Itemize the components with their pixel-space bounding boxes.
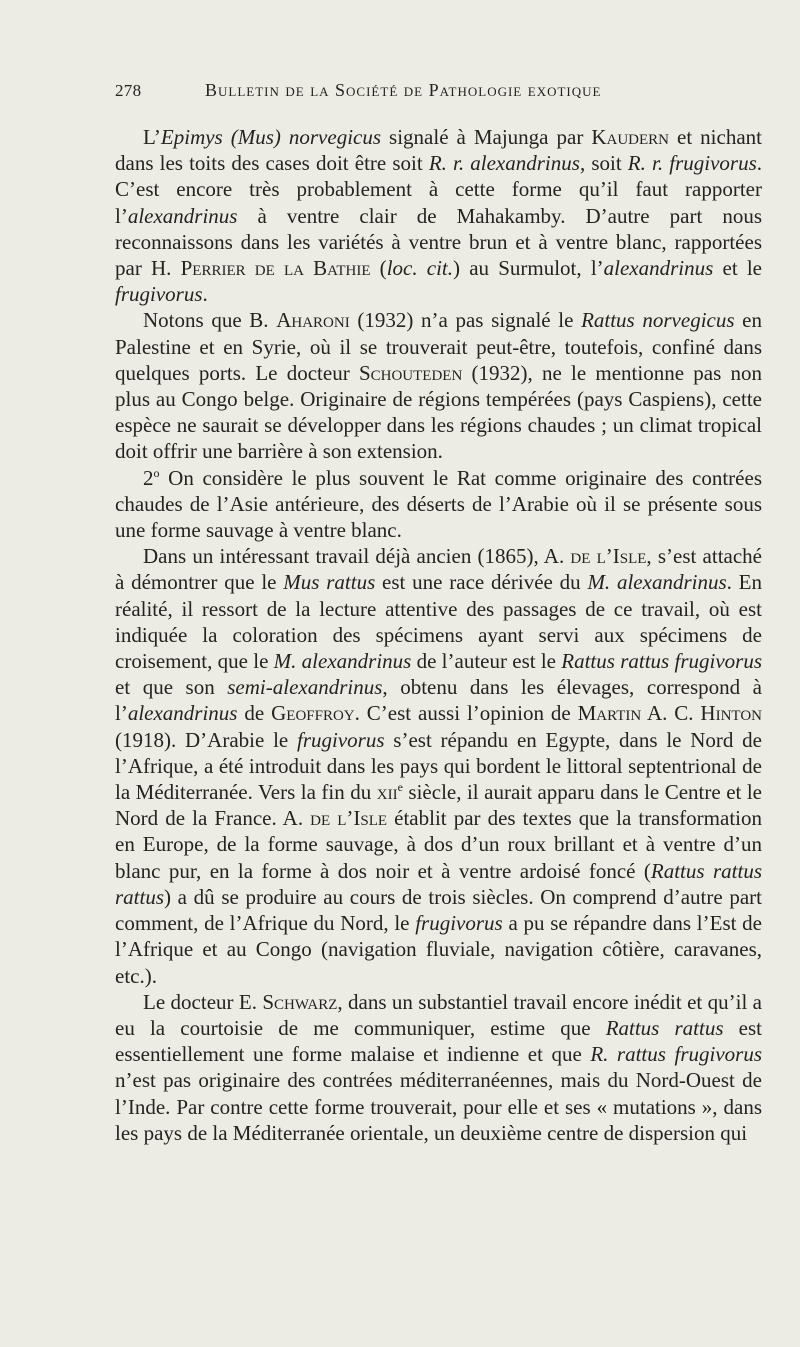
italic-run: alexandrinus [603, 256, 714, 281]
text-run: a pu se répandre dans l’Est de l’Afrique et au Congo (navigation fluviale, navigation côtière, caravanes, etc.). [115, 911, 762, 988]
italic-run: Rattus rattus rattus [115, 858, 762, 909]
text-run: . [202, 282, 208, 307]
text-run: en Palestine et en Syrie, où il se trouverait peut-être, toutefois, confiné dans quelques ports. Le docteur [115, 308, 763, 385]
smallcaps-run: xii [376, 780, 398, 805]
smallcaps-run: Martin A. C. Hinton [577, 701, 762, 726]
italic-run: frugivorus [297, 727, 385, 752]
text-run: Notons que B. [143, 308, 277, 333]
text-run: et nichant dans les toits des cases doit être soit [115, 125, 762, 176]
text-run: (1918). D’Arabie le [115, 727, 297, 752]
text-run: Le docteur E. [143, 989, 263, 1014]
text-run: . C’est encore très probablement à cette forme qu’il faut rapporter l’ [115, 151, 762, 228]
smallcaps-run: Perrier de la Bathie [180, 256, 371, 281]
italic-run: alexandrinus [127, 701, 238, 726]
smallcaps-run: Schwarz [262, 989, 338, 1014]
text-run: L’ [143, 125, 161, 149]
text-run: est une race dérivée du [375, 570, 588, 595]
text-run: de l’auteur est le [411, 649, 562, 674]
italic-run: R. r. alexandrinus [428, 151, 580, 176]
smallcaps-run: de l’Isle [570, 544, 647, 569]
text-run: , obtenu dans les élevages, correspond à l’ [115, 675, 762, 726]
italic-run: Rattus rattus frugivorus [561, 649, 762, 674]
page-header [115, 80, 762, 120]
running-title: Bulletin de la Société de Pathologie exotique [205, 80, 602, 100]
text-run: Dans un intéressant travail déjà ancien (1865), A. [143, 544, 571, 569]
italic-run: Mus rattus [283, 570, 376, 595]
italic-run: R. r. frugivorus [627, 151, 757, 176]
paragraph [115, 989, 762, 1146]
page-number: 278 [115, 81, 142, 100]
text-run: (1932), ne le mentionne pas non plus au Congo belge. Originaire de régions tempérées (pays Caspiens), cette espèce ne saurait se développer dans les régions chaudes ; un climat tropical doit offrir une barrière à son extension. [115, 360, 762, 464]
italic-run: Rattus norvegicus [581, 308, 735, 333]
text-run: et que son [115, 675, 228, 700]
text-run: est essentiellement une forme malaise et indienne et que [115, 1015, 763, 1067]
text-run: et le [713, 256, 762, 281]
smallcaps-run: Kaudern [591, 125, 669, 149]
italic-run: alexandrinus [127, 203, 238, 228]
text-run: s’est répandu en Egypte, dans le Nord de l’Afrique, a été introduit dans les pays qui bordent le littoral septentrional de la Méditerranée. Vers la fin du [115, 727, 762, 805]
text-run: 2 [143, 465, 154, 490]
text-run: , s’est attaché à démontrer que le [115, 544, 763, 595]
italic-run: frugivorus [415, 911, 503, 936]
text-run: , soit [579, 151, 628, 176]
text-run: établit par des textes que la transformation en Europe, de la forme sauvage, à dos d’un roux brillant et à ventre d’un blanc pur, en la forme à dos noir et à ventre ardoisé foncé ( [115, 806, 762, 883]
text-run: signalé à Majunga par [381, 125, 592, 149]
smallcaps-run: Geoffroy [271, 701, 355, 726]
text-run: ( [370, 256, 387, 281]
smallcaps-run: Aharoni [276, 308, 350, 333]
text-run: n’est pas originaire des contrées méditerranéennes, mais du Nord-Ouest de l’Inde. Par contre cette forme trouverait, pour elle et ses « mutations », dans les pays de la Méditerranée orientale, un deuxième centre de dispersion qui [115, 1068, 762, 1145]
italic-run: R. rattus frugivorus [590, 1042, 762, 1067]
italic-run: frugivorus [115, 282, 203, 307]
text-run: à ventre clair de Mahakamby. D’autre part nous reconnaissons dans les variétés à ventre brun et à ventre blanc, rapportées par H. [115, 203, 762, 281]
paragraph [115, 307, 762, 464]
text-run: On considère le plus souvent le Rat comme originaire des contrées chaudes de l’Asie antérieure, des déserts de l’Arabie où il se présente sous une forme sauvage à ventre blanc. [115, 465, 762, 543]
italic-run: Rattus rattus [605, 1015, 724, 1040]
superscript-run: o [153, 465, 160, 480]
text-run: . En réalité, il ressort de la lecture attentive des passages de ce travail, où est indiquée la coloration des spécimens ayant servi aux spécimens de croisement, que le [115, 570, 763, 674]
text-run: , dans un substantiel travail encore inédit et qu’il a eu la courtoisie de me communiquer, estime que [115, 989, 762, 1040]
paragraph [115, 124, 762, 307]
text-run: ) au Surmulot, l’ [453, 256, 604, 281]
smallcaps-run: de l’Isle [310, 806, 388, 831]
text-run: de [237, 701, 272, 726]
text-run: . C’est aussi l’opinion de [354, 701, 578, 726]
italic-run: semi-alexandrinus [227, 675, 383, 700]
text-run: (1932) n’a pas signalé le [349, 308, 582, 333]
text-run: siècle, il aurait apparu dans le Centre et le Nord de la France. A. [115, 780, 762, 831]
italic-run: M. alexandrinus [273, 649, 412, 674]
body-text [115, 124, 762, 1146]
text-run: ) a dû se produire au cours de trois siècles. On comprend d’autre part comment, de l’Afrique du Nord, le [115, 884, 762, 936]
superscript-run: e [397, 780, 403, 795]
smallcaps-run: Schouteden [358, 360, 463, 385]
italic-run: loc. cit. [386, 256, 454, 281]
italic-run: Epimys (Mus) norvegicus [160, 125, 382, 149]
paragraph [115, 543, 762, 988]
italic-run: M. alexandrinus [587, 570, 727, 595]
paragraph [115, 465, 762, 544]
